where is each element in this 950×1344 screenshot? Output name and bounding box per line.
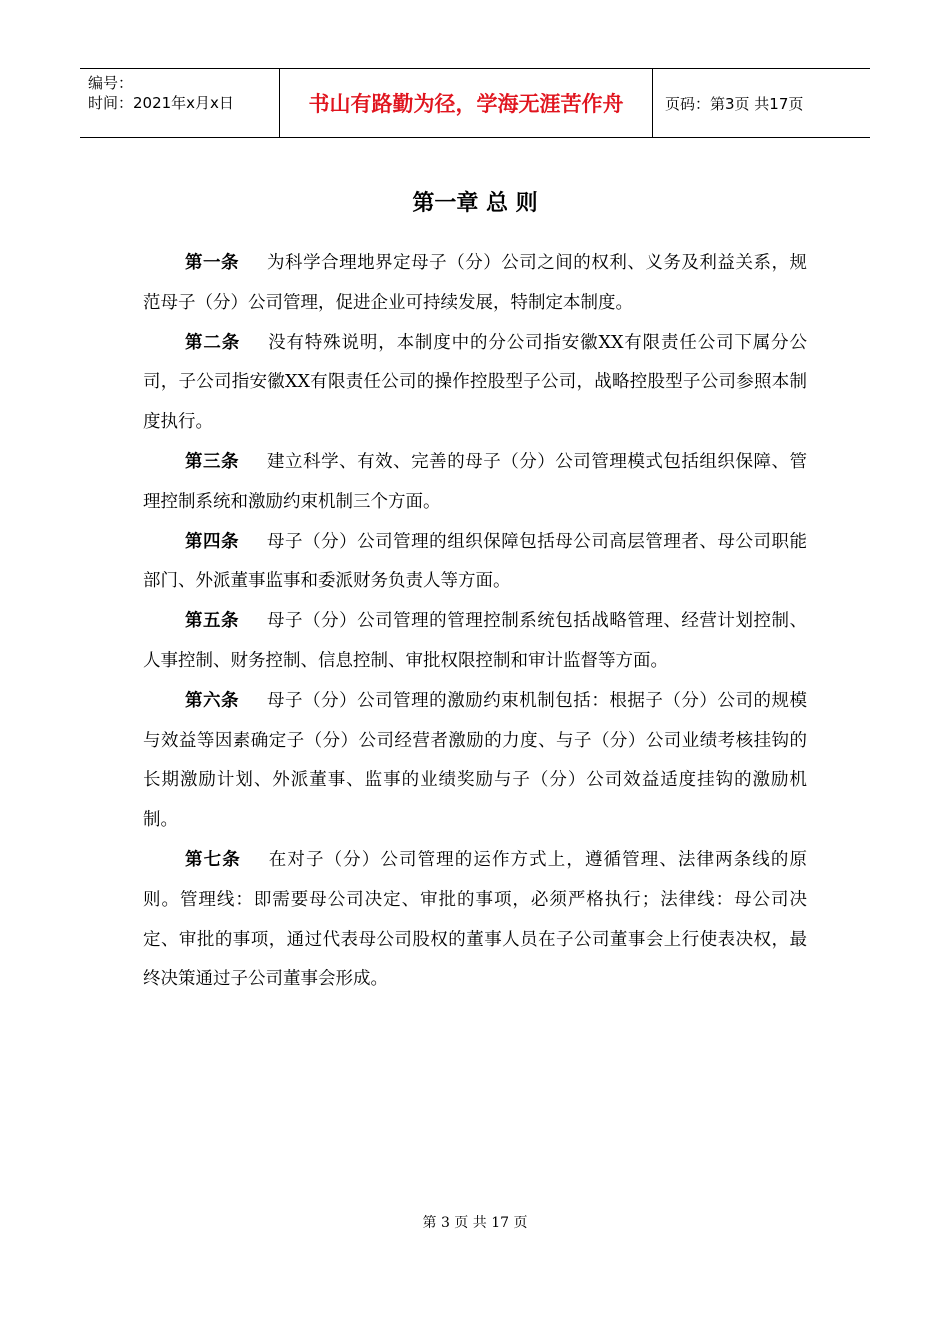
article-paragraph — [143, 244, 807, 324]
article-paragraph — [143, 602, 807, 682]
chapter-title: 第一章 总 则 — [412, 191, 538, 216]
article-text: 建立科学、有效、完善的母子（分）公司管理模式包括组织保障、管理控制系统和激励约束机制三个方面。 — [143, 451, 807, 512]
article-text: 为科学合理地界定母子（分）公司之间的权利、义务及利益关系，规范母子（分）公司管理，促进企业可持续发展，特制定本制度。 — [143, 253, 807, 313]
page-header — [80, 68, 870, 138]
header-motto: 书山有路勤为径，学海无涯苦作舟 — [280, 69, 653, 137]
article-label: 第三条 — [185, 451, 240, 472]
article-text: 没有特殊说明，本制度中的分公司指安徽XX有限责任公司下属分公司，子公司指安徽XX有限责任公司的操作控股型子公司，战略控股型子公司参照本制度执行。 — [143, 332, 807, 433]
articles-body — [143, 244, 807, 1000]
article-text: 在对子（分）公司管理的运作方式上，遵循管理、法律两条线的原则。管理线：即需要母公司决定、审批的事项，必须严格执行；法律线：母公司决定、审批的事项，通过代表母公司股权的董事人员在子公司董事会上行使表决权，最终决策通过子公司董事会形成。 — [143, 849, 808, 990]
article-text: 母子（分）公司管理的组织保障包括母公司高层管理者、母公司职能部门、外派董事监事和委派财务负责人等方面。 — [143, 531, 807, 592]
article-paragraph — [143, 841, 807, 1000]
time-label: 时间：2021年x月x日 — [88, 94, 234, 112]
article-label: 第七条 — [185, 849, 241, 870]
article-label: 第二条 — [185, 332, 241, 353]
article-paragraph — [143, 682, 807, 841]
article-text: 母子（分）公司管理的管理控制系统包括战略管理、经营计划控制、人事控制、财务控制、信息控制、审批权限控制和审计监督等方面。 — [143, 611, 807, 671]
article-label: 第四条 — [185, 531, 240, 552]
article-label: 第五条 — [185, 611, 240, 632]
article-label: 第六条 — [185, 690, 240, 711]
article-label: 第一条 — [185, 253, 240, 273]
number-label: 编号： — [88, 74, 134, 92]
article-paragraph — [143, 443, 807, 523]
header-page-info: 页码：第3页 共17页 — [665, 94, 804, 113]
article-paragraph — [143, 324, 807, 443]
page-footer: 第 3 页 共 17 页 — [422, 1215, 528, 1231]
header-meta — [80, 69, 280, 137]
article-paragraph — [143, 523, 807, 603]
article-text: 母子（分）公司管理的激励约束机制包括：根据子（分）公司的规模与效益等因素确定子（分）公司经营者激励的力度、与子（分）公司业绩考核挂钩的长期激励计划、外派董事、监事的业绩奖励与子（分）公司效益适度挂钩的激励机制。 — [143, 690, 807, 831]
